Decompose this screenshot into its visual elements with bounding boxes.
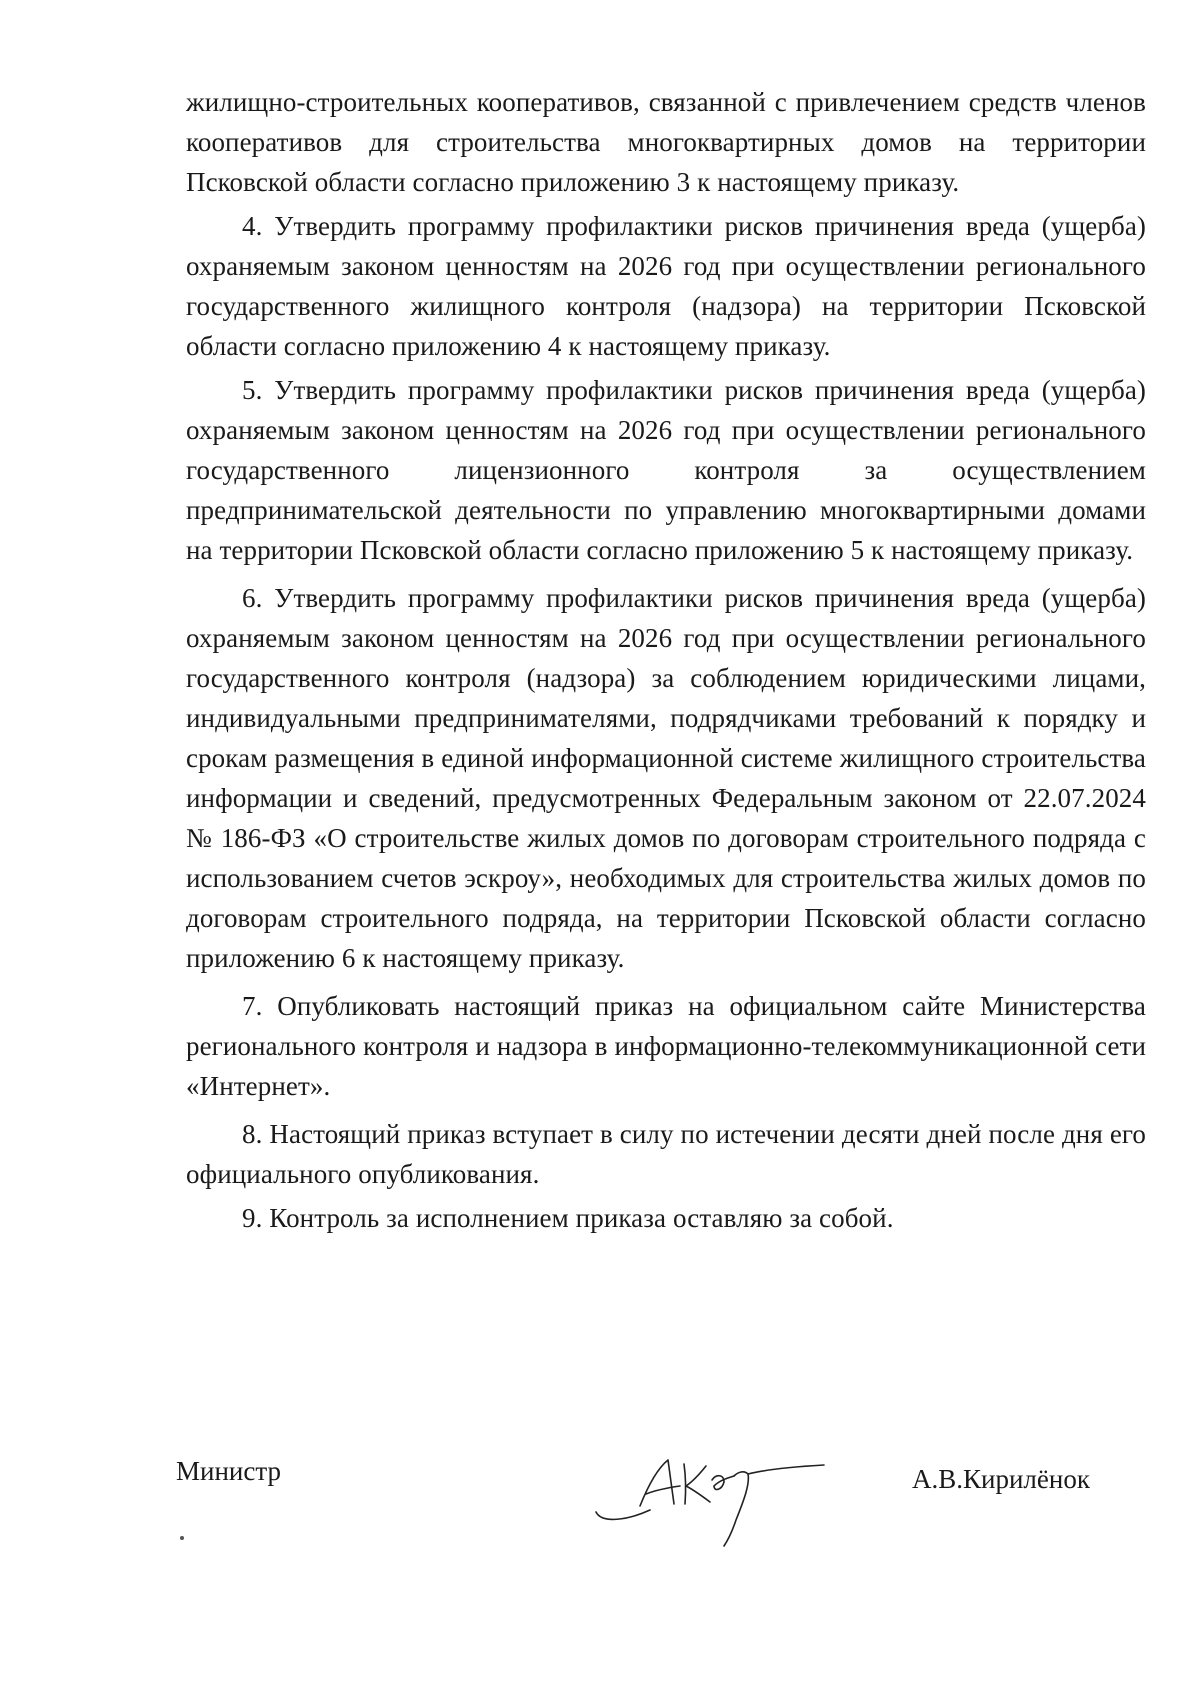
signatory-position: Министр [176,1456,281,1486]
scan-dot-mark [180,1536,184,1540]
paragraph-4: 4. Утвердить программу профилактики рисков причинения вреда (ущерба) охраняемым законом ценностям на 2026 год при осуществлении регионального государственного жилищного контроля (надзора) на территории Псковской области согласно приложению 4 к настоящему приказу. [186,211,1146,361]
handwritten-signature [588,1440,838,1550]
paragraph-7: 7. Опубликовать настоящий приказ на официальном сайте Министерства регионального контроля и надзора в информационно-телекоммуникационной сети «Интернет». [186,991,1146,1101]
paragraph-6: 6. Утвердить программу профилактики рисков причинения вреда (ущерба) охраняемым законом ценностям на 2026 год при осуществлении регионального государственного контроля (надзора) за соблюдением юридическими лицами, индивидуальными предпринимателями, подрядчиками требований к порядку и срокам размещения в единой информационной системе жилищного строительства информации и сведений, предусмотренных Федеральным законом от 22.07.2024 № 186-ФЗ «О строительстве жилых домов по договорам строительного подряда с использованием счетов эскроу», необходимых для строительства жилых домов по договорам строительного подряда, на территории Псковской области согласно приложению 6 к настоящему приказу. [186,583,1146,973]
paragraph-3-continuation: жилищно-строительных кооперативов, связанной с привлечением средств членов кооперативов для строительства многоквартирных домов на территории Псковской области согласно приложению 3 к настоящему приказу. [186,87,1146,197]
paragraph-9: 9. Контроль за исполнением приказа оставляю за собой. [242,1203,894,1233]
paragraph-5: 5. Утвердить программу профилактики рисков причинения вреда (ущерба) охраняемым законом ценностям на 2026 год при осуществлении регионального государственного лицензионного контроля за осуществлением предпринимательской деятельности по управлению многоквартирными домами на территории Псковской области согласно приложению 5 к настоящему приказу. [186,375,1146,565]
signatory-name: А.В.Кирилёнок [912,1464,1090,1494]
document-body [186,82,1146,1238]
paragraph-8: 8. Настоящий приказ вступает в силу по истечении десяти дней после дня его официального опубликования. [186,1119,1146,1189]
